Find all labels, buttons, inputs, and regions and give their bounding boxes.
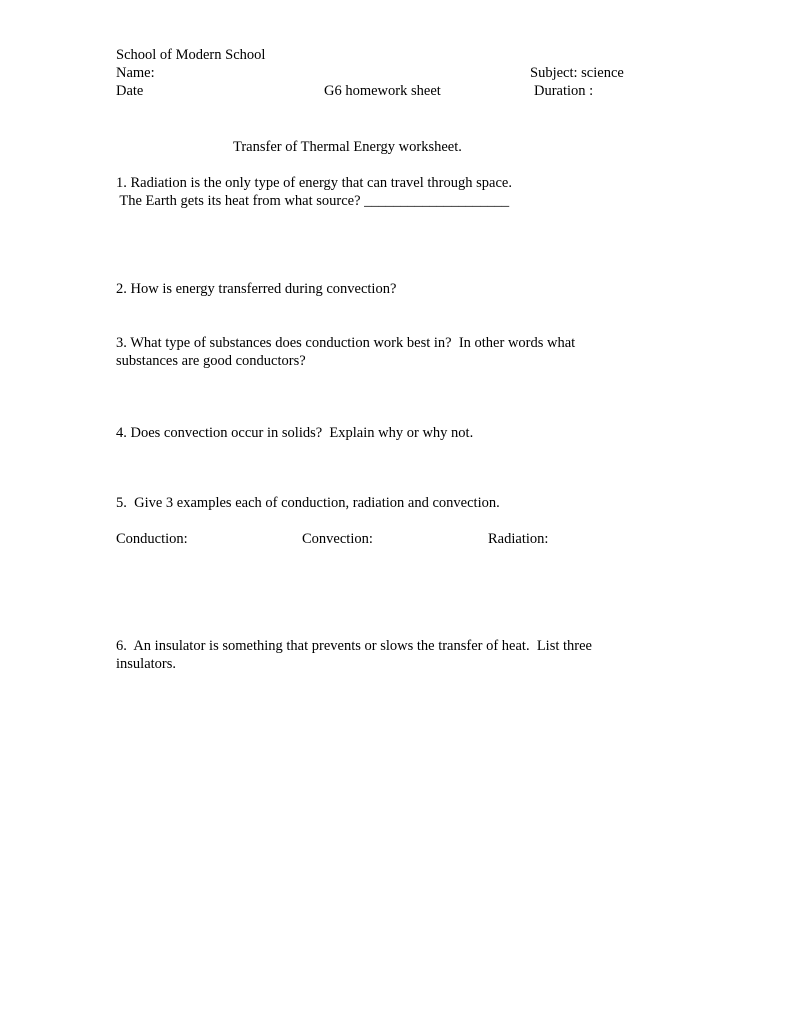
question-6-line-1: 6. An insulator is something that prevents or slows the transfer of heat. List three: [116, 638, 592, 654]
question-1-line-2: The Earth gets its heat from what source? ____________________: [116, 193, 510, 209]
question-3-line-1: 3. What type of substances does conduction work best in? In other words what: [116, 335, 576, 351]
convection-label: Convection:: [302, 531, 373, 547]
worksheet-title: Transfer of Thermal Energy worksheet.: [233, 139, 462, 155]
duration-label: Duration :: [534, 83, 594, 99]
question-2: 2. How is energy transferred during convection?: [116, 281, 397, 297]
name-label: Name:: [116, 65, 155, 81]
sheet-title: G6 homework sheet: [324, 83, 441, 99]
question-4: 4. Does convection occur in solids? Explain why or why not.: [116, 425, 474, 441]
conduction-label: Conduction:: [116, 531, 188, 547]
question-3-line-2: substances are good conductors?: [116, 353, 306, 369]
question-6-line-2: insulators.: [116, 656, 177, 672]
radiation-label: Radiation:: [488, 531, 549, 547]
school-name: School of Modern School: [116, 47, 266, 63]
subject-label: Subject: science: [530, 65, 624, 81]
date-label: Date: [116, 83, 144, 99]
question-5: 5. Give 3 examples each of conduction, radiation and convection.: [116, 495, 500, 511]
question-1-line-1: 1. Radiation is the only type of energy that can travel through space.: [116, 175, 512, 191]
